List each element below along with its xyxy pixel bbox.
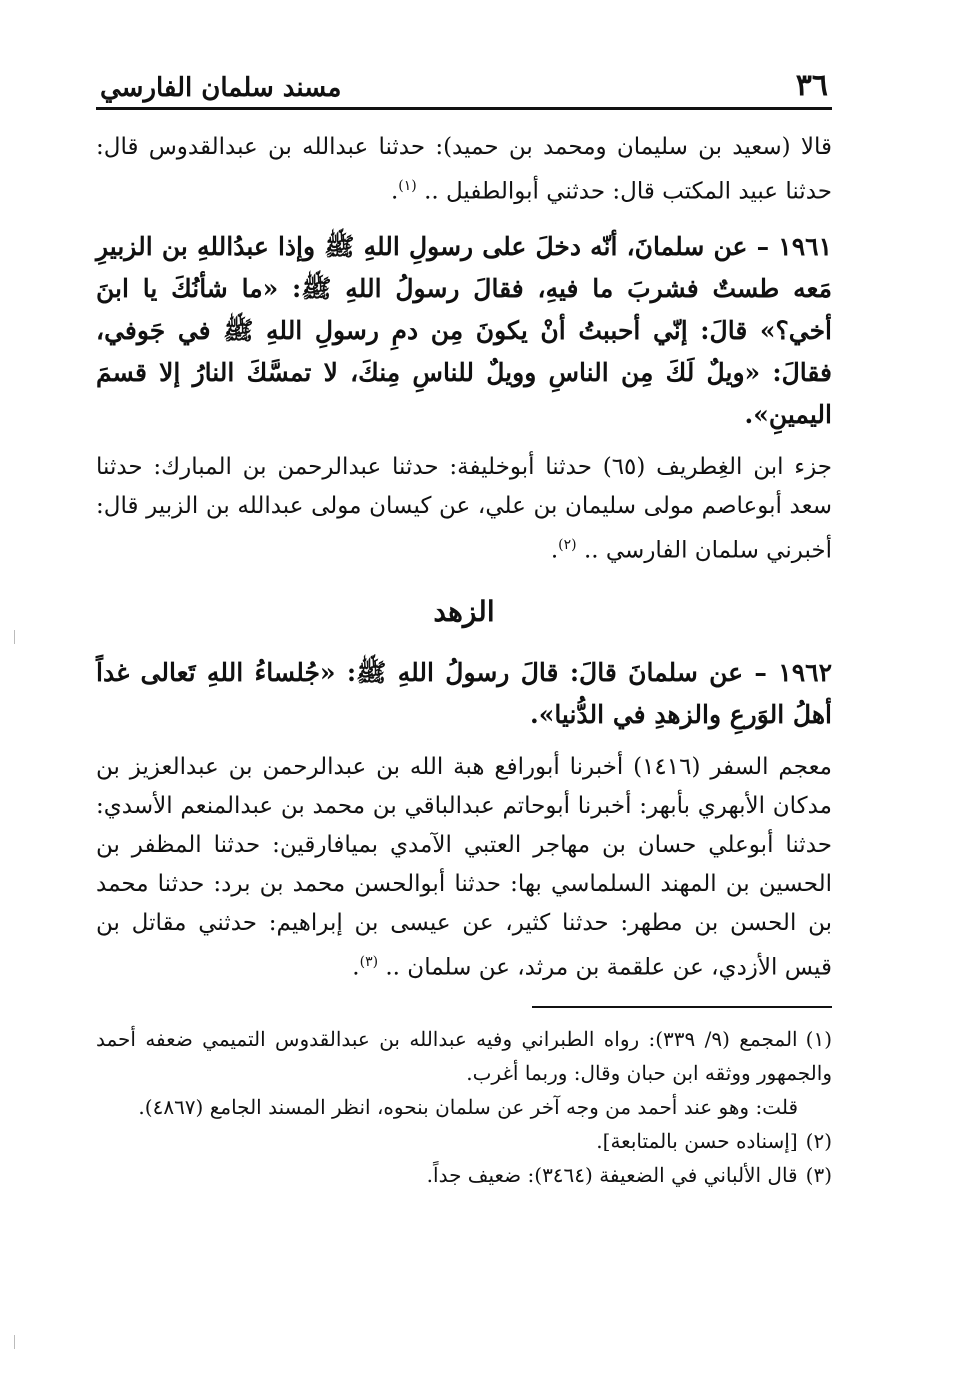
footnote-number: (١) [805,1026,832,1051]
section-heading: الزهد [433,595,495,629]
footnote-number: (٢) [805,1128,832,1153]
book-page [96,58,832,1192]
footnote-number: (٣) [805,1162,832,1187]
footnote-3 [96,1158,832,1192]
footnote-separator [532,1006,832,1008]
hadith-1962: ١٩٦٢ – عن سلمانَ قالَ: قالَ رسولُ اللهِ ﷺ: «جُلساءُ اللهِ تَعالى غداً أهلُ الوَرعِ والزهدِ في الدُّنيا». [96,658,832,730]
footnotes [96,1022,832,1192]
footnote-text: قال الألباني في الضعيفة (٣٤٦٤): ضعيف جداً. [426,1162,798,1187]
source-paragraph-1961: جزء ابن الغِطريف (٦٥) حدثنا أبوخليفة: حدثنا عبدالرحمن بن المبارك: حدثنا سعد أبوعاصم مولى سليمان بن علي، عن كيسان مولى عبدالله بن الزبير قال: أخبرني سلمان الفارسي .. $^{(٢)}$. [96,453,832,564]
footnote-2 [96,1124,832,1158]
footnote-1 [96,1022,832,1090]
page-number: ٣٦ [795,68,828,103]
scan-margin-mark [14,630,15,644]
footnote-1-note [96,1090,832,1124]
intro-paragraph: قالا (سعيد بن سليمان ومحمد بن حميد): حدثنا عبدالله بن عبدالقدوس قال: حدثنا عبيد المكتب قال: حدثني أبوالطفيل .. $^{(١)}$. [96,134,832,205]
running-title: مسند سلمان الفارسي [100,73,342,103]
source-text: معجم السفر (١٤١٦) أخبرنا أبورافع هبة الله بن عبدالرحمن بن عبدالعزيز بن مدكان الأبهري بأبهر: أخبرنا أبوحاتم عبدالباقي بن محمد بن عبدالمنعم الأسدي: حدثنا أبوعلي حسان بن مهاجر العتبي الآمدي بميافارقين: حدثنا المظفر بن الحسين بن المهند السلماسي بها: حدثنا أبوالحسن محمد بن برد: حدثنا محمد بن الحسن بن مطهر: حدثنا كثير، عن عيسى بن إبراهيم: حدثني مقاتل بن قيس الأزدي، عن علقمة بن مرثد، عن سلمان .. [96,754,832,981]
page-header [96,58,832,110]
source-text: جزء ابن الغِطريف (٦٥) حدثنا أبوخليفة: حدثنا عبدالرحمن بن المبارك: حدثنا سعد أبوعاصم مولى سليمان بن علي، عن كيسان مولى عبدالله بن الزبير قال: أخبرني سلمان الفارسي .. [96,453,832,564]
intro-text: قالا (سعيد بن سليمان ومحمد بن حميد): حدثنا عبدالله بن عبدالقدوس قال: حدثنا عبيد المكتب قال: حدثني أبوالطفيل .. [96,134,832,205]
hadith-1961: ١٩٦١ – عن سلمانَ، أنّه دخلَ على رسولِ اللهِ ﷺ وإذا عبدُاللهِ بن الزبيرِ مَعه طستٌ فشربَ ما فيهِ، فقالَ رسولُ اللهِ ﷺ: «ما شأنُكَ يا ابنَ أخي؟» قالَ: إنّي أحببتُ أنْ يكونَ مِن دمِ رسولِ اللهِ ﷺ في جَوفي، فقالَ: «ويلٌ لَكَ مِن الناسِ وويلٌ للناسِ مِنكَ، لا تمسَّكَ النارُ إلا قسمَ اليمينِ». [96,231,832,429]
footnote-reference: (٣) [359,954,379,971]
footnote-text: قلت: وهو عند أحمد من وجه آخر عن سلمان بنحوه، انظر المسند الجامع (٤٨٦٧). [138,1094,798,1119]
footnote-reference: (٢) [558,536,577,553]
source-paragraph-1962: معجم السفر (١٤١٦) أخبرنا أبورافع هبة الله بن عبدالرحمن بن عبدالعزيز بن مدكان الأبهري بأبهر: أخبرنا أبوحاتم عبدالباقي بن محمد بن عبدالمنعم الأسدي: حدثنا أبوعلي حسان بن مهاجر العتبي الآمدي بميافارقين: حدثنا المظفر بن الحسين بن المهند السلماسي بها: حدثنا أبوالحسن محمد بن برد: حدثنا محمد بن الحسن بن مطهر: حدثنا كثير، عن عيسى بن إبراهيم: حدثني مقاتل بن قيس الأزدي، عن علقمة بن مرثد، عن سلمان .. $^{(٣)}$. [96,754,832,981]
scan-margin-mark [14,1335,15,1349]
footnote-text: المجمع (٩/ ٣٣٩): رواه الطبراني وفيه عبدالله بن عبدالقدوس التميمي ضعفه أحمد والجمهور ووثقه ابن حبان وقال: وربما أغرب. [96,1026,832,1085]
footnote-reference: (١) [398,178,417,194]
footnote-text: [إسناده حسن بالمتابعة]. [596,1128,798,1153]
